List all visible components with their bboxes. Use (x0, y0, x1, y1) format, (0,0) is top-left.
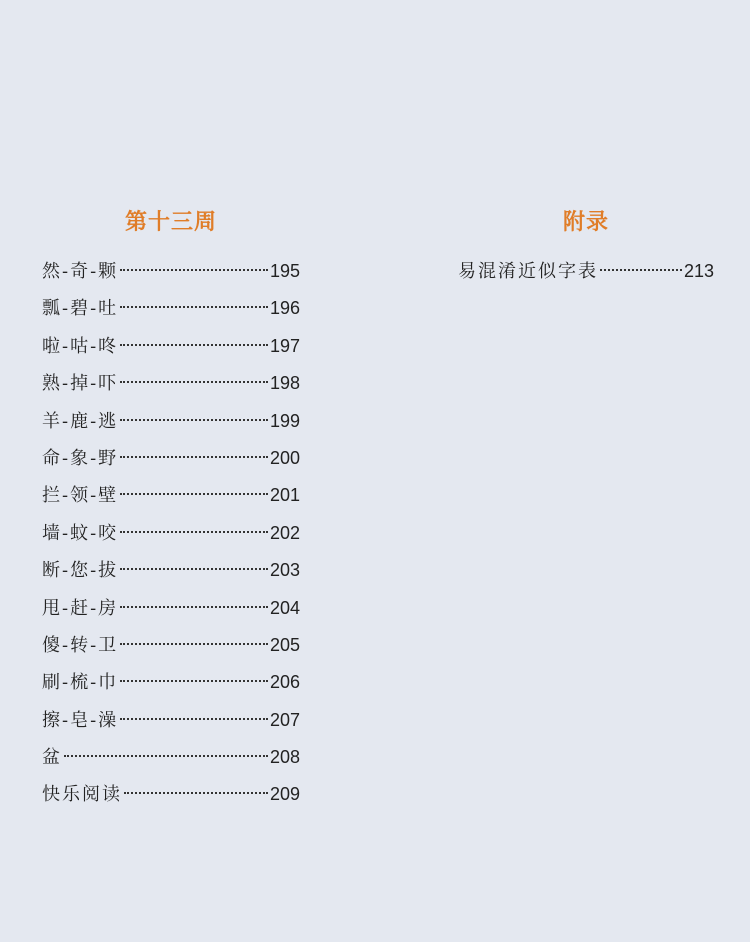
toc-entry[interactable] (42, 368, 300, 405)
dot-leader (120, 680, 268, 682)
dot-leader (120, 419, 268, 421)
toc-entry-title: 瓢-碧-吐 (42, 298, 119, 320)
toc-list (458, 256, 714, 293)
toc-entry[interactable] (42, 480, 300, 517)
toc-entry-page-number: 199 (269, 410, 300, 431)
section-heading: 第十三周 (124, 210, 217, 235)
section-heading: 附录 (562, 210, 609, 235)
dot-leader (120, 606, 268, 608)
dot-leader (120, 568, 268, 570)
toc-entry-title: 快乐阅读 (42, 784, 122, 806)
dot-leader (64, 755, 268, 757)
toc-entry[interactable] (42, 406, 300, 443)
toc-entry[interactable] (42, 779, 300, 816)
toc-entry-page-number: 205 (269, 634, 300, 655)
dot-leader (120, 381, 268, 383)
toc-entry-page-number: 208 (269, 747, 300, 768)
toc-entry-title: 然-奇-颗 (42, 261, 119, 282)
toc-entry-title: 命-象-野 (42, 447, 119, 469)
dot-leader (124, 792, 268, 794)
toc-entry[interactable] (42, 593, 300, 630)
toc-entry[interactable] (42, 555, 300, 592)
dot-leader (120, 456, 268, 458)
toc-entry[interactable] (42, 331, 300, 368)
toc-entry-page-number: 201 (269, 485, 300, 506)
toc-entry-title: 擦-皂-澡 (42, 709, 119, 731)
toc-entry-title: 啦-咕-咚 (42, 335, 119, 357)
toc-entry-page-number: 204 (269, 597, 300, 618)
toc-entry-title: 甩-赶-房 (42, 597, 119, 619)
dot-leader (600, 269, 682, 271)
toc-list (42, 256, 300, 817)
toc-entry-title: 墙-蚊-咬 (42, 522, 119, 544)
dot-leader (120, 493, 268, 495)
dot-leader (120, 643, 268, 645)
toc-entry[interactable] (42, 443, 300, 480)
dot-leader (120, 344, 268, 346)
toc-entry-page-number: 197 (269, 335, 300, 356)
toc-entry[interactable] (42, 293, 300, 330)
toc-entry[interactable] (42, 256, 300, 293)
dot-leader (120, 269, 268, 271)
toc-entry[interactable] (42, 630, 300, 667)
toc-entry-page-number: 196 (269, 298, 300, 319)
toc-entry[interactable] (42, 742, 300, 779)
toc-entry-title: 拦-领-壁 (42, 485, 119, 507)
toc-entry-page-number: 195 (269, 261, 300, 281)
toc-entry-title: 易混淆近似字表 (458, 261, 598, 282)
dot-leader (120, 531, 268, 533)
dot-leader (120, 306, 268, 308)
toc-entry-title: 羊-鹿-逃 (42, 410, 119, 432)
dot-leader (120, 718, 268, 720)
toc-entry-page-number: 198 (269, 373, 300, 394)
toc-entry-page-number: 209 (269, 784, 300, 805)
toc-entry[interactable] (42, 667, 300, 704)
toc-entry-title: 刷-梳-巾 (42, 672, 119, 694)
toc-entry[interactable] (42, 518, 300, 555)
toc-entry-page-number: 200 (269, 447, 300, 468)
toc-entry-page-number: 203 (269, 560, 300, 581)
toc-entry-title: 盆 (42, 747, 62, 769)
toc-entry-title: 断-您-拔 (42, 560, 119, 582)
toc-entry-page-number: 206 (269, 672, 300, 693)
toc-entry[interactable] (458, 256, 714, 293)
toc-entry-page-number: 207 (269, 709, 300, 730)
toc-entry-page-number: 213 (683, 261, 714, 281)
toc-entry-title: 傻-转-卫 (42, 634, 119, 656)
toc-entry-page-number: 202 (269, 522, 300, 543)
toc-entry[interactable] (42, 705, 300, 742)
toc-entry-title: 熟-掉-吓 (42, 373, 119, 395)
